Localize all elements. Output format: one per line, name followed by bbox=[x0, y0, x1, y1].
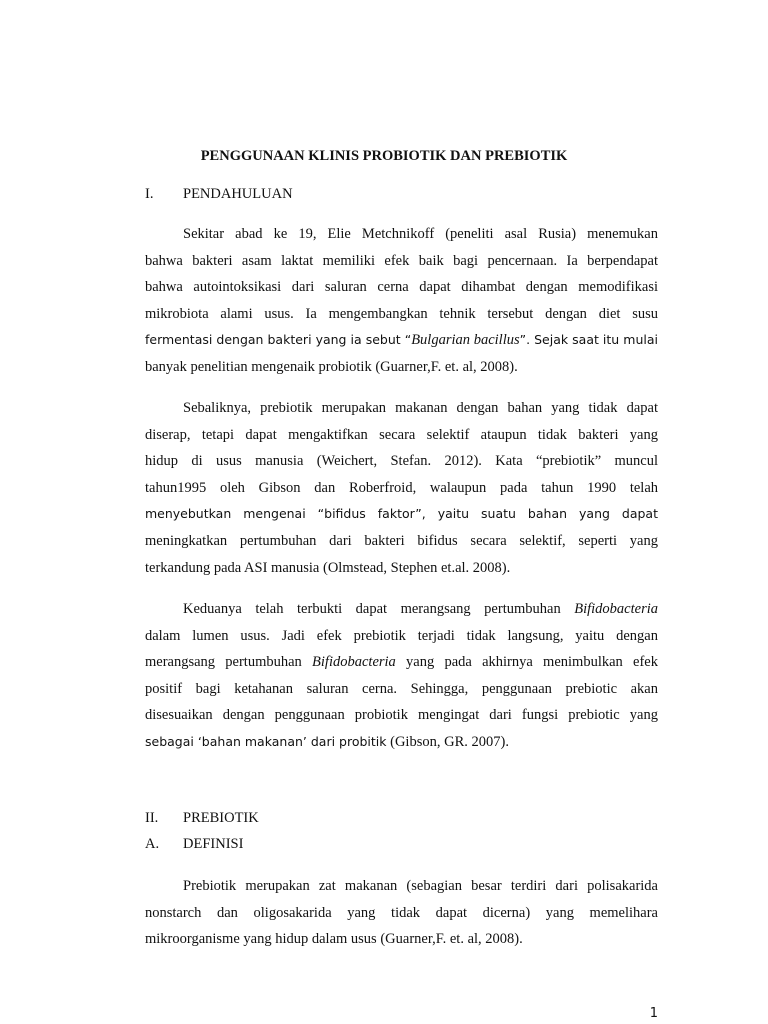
text-line: banyak penelitian mengenaik probiotik (Guarner,F. et. al, 2008). bbox=[145, 358, 518, 375]
text-line bbox=[145, 596, 658, 623]
text-line: bahwa autointoksikasi dari saluran cerna dapat dihambat dengan memodifikasi bbox=[145, 279, 658, 296]
italic-term: Bulgarian bacillus bbox=[411, 332, 520, 349]
paragraph-intro-3 bbox=[145, 596, 658, 756]
section-heading-pendahuluan bbox=[145, 186, 293, 203]
text-run: merangsang pertumbuhan bbox=[145, 654, 313, 671]
italic-term: Bifidobacteria bbox=[312, 654, 396, 671]
text-line: hidup di usus manusia (Weichert, Stefan. 2012). Kata “prebiotik” muncul bbox=[145, 453, 658, 470]
section-number: A. bbox=[145, 836, 160, 852]
section-label: PREBIOTIK bbox=[183, 810, 259, 826]
text-line: mikrobiota alami usus. Ia mengembangkan tehnik tersebut dengan diet susu bbox=[145, 305, 658, 322]
text-run: fermentasi dengan bakteri yang ia sebut “ bbox=[145, 332, 412, 348]
section-label: PENDAHULUAN bbox=[183, 186, 293, 202]
text-run: yang pada akhirnya menimbulkan efek bbox=[395, 654, 658, 671]
section-number: I. bbox=[145, 186, 154, 202]
text-line bbox=[145, 729, 658, 756]
text-line: terkandung pada ASI manusia (Olmstead, Stephen et.al. 2008). bbox=[145, 559, 511, 576]
text-line bbox=[145, 327, 658, 354]
document-title: PENGGUNAAN KLINIS PROBIOTIK DAN PREBIOTIK bbox=[200, 148, 568, 164]
text-line: tahun1995 oleh Gibson dan Roberfroid, walaupun pada tahun 1990 telah bbox=[145, 479, 658, 496]
paragraph-definisi bbox=[145, 873, 658, 953]
text-line: diserap, tetapi dapat mengaktifkan secara selektif ataupun tidak bakteri yang bbox=[145, 426, 658, 443]
text-line: Sekitar abad ke 19, Elie Metchnikoff (peneliti asal Rusia) menemukan bbox=[183, 226, 658, 242]
page-number: 1 bbox=[649, 1006, 658, 1021]
text-line: mikroorganisme yang hidup dalam usus (Guarner,F. et. al, 2008). bbox=[145, 931, 523, 948]
section-heading-prebiotik bbox=[145, 810, 259, 827]
italic-term: Bifidobacteria bbox=[574, 601, 658, 617]
text-line: disesuaikan dengan penggunaan probiotik mengingat dari fungsi prebiotic yang bbox=[145, 707, 658, 724]
text-run: sebagai ‘bahan makanan’ dari probitik bbox=[145, 733, 387, 749]
text-line: menyebutkan mengenai “bifidus faktor”, yaitu suatu bahan yang dapat bbox=[145, 506, 658, 522]
text-line: positif bagi ketahanan saluran cerna. Sehingga, penggunaan prebiotic akan bbox=[145, 680, 658, 697]
text-line: Sebaliknya, prebiotik merupakan makanan dengan bahan yang tidak dapat bbox=[183, 400, 658, 416]
subsection-heading-definisi bbox=[145, 836, 243, 853]
text-line: Prebiotik merupakan zat makanan (sebagian besar terdiri dari polisakarida bbox=[183, 878, 658, 894]
text-run: (Gibson, GR. 2007). bbox=[386, 733, 509, 750]
text-run: Keduanya telah terbukti dapat merangsang pertumbuhan bbox=[183, 601, 575, 617]
text-line: bahwa bakteri asam laktat memiliki efek baik bagi pencernaan. Ia berpendapat bbox=[145, 252, 658, 269]
text-line: dalam lumen usus. Jadi efek prebiotik terjadi tidak langsung, yaitu dengan bbox=[145, 627, 658, 644]
text-line: meningkatkan pertumbuhan dari bakteri bifidus secara selektif, seperti yang bbox=[145, 532, 658, 549]
text-run: ”. Sejak saat itu mulai bbox=[519, 332, 658, 348]
text-line: nonstarch dan oligosakarida yang tidak dapat dicerna) yang memelihara bbox=[145, 904, 658, 921]
section-label: DEFINISI bbox=[183, 836, 244, 852]
text-line bbox=[145, 649, 658, 676]
section-number: II. bbox=[145, 810, 159, 826]
paragraph-intro-1 bbox=[145, 221, 658, 381]
paragraph-intro-2 bbox=[145, 395, 658, 581]
